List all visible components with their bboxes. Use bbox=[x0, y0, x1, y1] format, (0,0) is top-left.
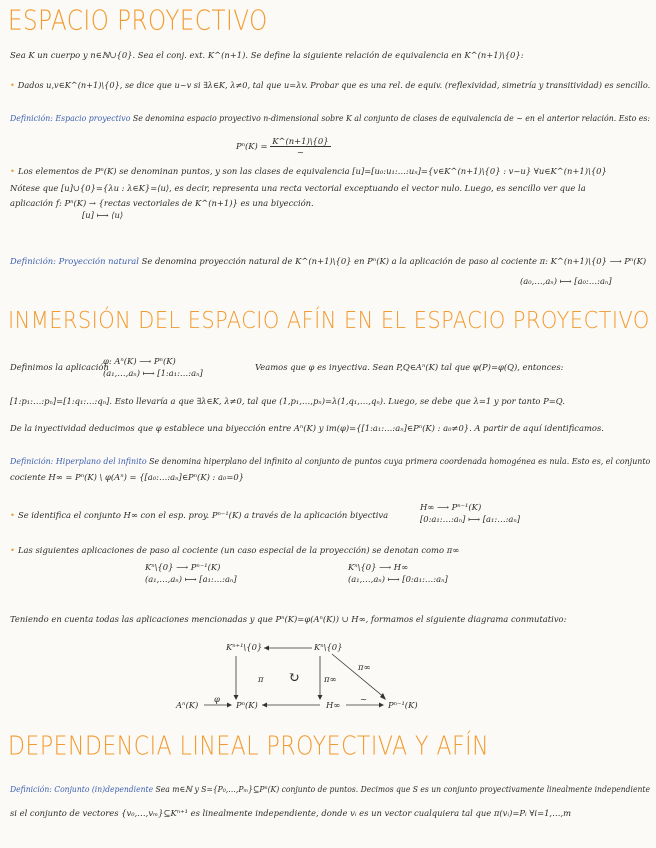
map-line: (a₁,…,aₙ) ⟼ [1:a₁:…:aₙ] bbox=[103, 368, 203, 378]
formula-numerator: K^(n+1)\{0} bbox=[272, 136, 329, 146]
diagram-node: Kⁿ⁺¹\{0} bbox=[226, 642, 263, 652]
bullet-text: Dados u,v∈K^(n+1)\{0}, se dice que u~v si ∃λ∈K, λ≠0, tal que u=λv. Probar que es una rel. de equiv. (reflexividad, simetría y transitividad) es sencillo. bbox=[17, 80, 651, 90]
paragraph: De la inyectividad deducimos que φ establece una biyección entre Aⁿ(K) y im(φ)={[1:a₁:…:aₙ]∈Pⁿ(K) : a₀≠0}. A partir de aquí identificamos. bbox=[10, 423, 604, 433]
paragraph-text: Definimos la aplicación bbox=[10, 362, 109, 372]
section-title-dependencia: DEPENDENCIA LINEAL PROYECTIVA Y AFÍN bbox=[8, 732, 490, 762]
map-line: Kⁿ\{0} ⟶ H∞ bbox=[348, 562, 409, 572]
bullet-icon: • bbox=[10, 80, 15, 90]
bullet-icon: • bbox=[10, 545, 15, 555]
map-line: Kⁿ\{0} ⟶ Pⁿ⁻¹(K) bbox=[145, 562, 221, 572]
map-line: (a₁,…,aₙ) ⟼ [0:a₁:…:aₙ] bbox=[348, 574, 448, 584]
map-line: H∞ ⟶ Pⁿ⁻¹(K) bbox=[420, 502, 482, 512]
diagram-node: Aⁿ(K) bbox=[176, 700, 199, 710]
bullet-icon: • bbox=[10, 510, 15, 520]
diagram-label: π∞ bbox=[324, 674, 337, 684]
definition-text: Se denomina espacio proyectivo n-dimensional sobre K al conjunto de clases de equivalencia de ~ en el anterior relación. Esto es: bbox=[132, 113, 651, 123]
section-title-inmersion: INMERSIÓN DEL ESPACIO AFÍN EN EL ESPACIO PROYECTIVO bbox=[8, 308, 650, 334]
formula-denominator: ~ bbox=[296, 147, 304, 157]
formula-lhs: Pⁿ(K) = bbox=[236, 141, 268, 151]
paragraph: aplicación f: Pⁿ(K) → {rectas vectoriales de K^(n+1)} es una biyección. bbox=[10, 198, 314, 208]
diagram-arrow bbox=[332, 654, 385, 698]
diagram-node: Pⁿ(K) bbox=[236, 700, 258, 710]
map-line: [u] ⟼ ⟨u⟩ bbox=[82, 210, 124, 220]
map-line: (a₁,…,aₙ) ⟼ [a₁:…:aₙ] bbox=[145, 574, 237, 584]
definition-text: Se denomina hiperplano del infinito al conjunto de puntos cuya primera coordenada homogénea es nula. Esto es, el conjunto bbox=[149, 456, 651, 466]
section-title-espacio-proyectivo: ESPACIO PROYECTIVO bbox=[8, 6, 268, 37]
definition-label: Definición: Proyección natural bbox=[10, 256, 139, 266]
map-line: [0:a₁:…:aₙ] ⟼ [a₁:…:aₙ] bbox=[420, 514, 521, 524]
diagram-label: π∞ bbox=[358, 662, 371, 672]
paragraph: cociente H∞ = Pⁿ(K) \ φ(Aⁿ) = {[a₀:…:aₙ]∈Pⁿ(K) : a₀=0} bbox=[10, 472, 245, 482]
paragraph: Teniendo en cuenta todas las aplicaciones mencionadas y que Pⁿ(K)=φ(Aⁿ(K)) ∪ H∞, formamos el siguiente diagrama conmutativo: bbox=[10, 614, 567, 624]
definition-text: Se denomina proyección natural de K^(n+1)\{0} en Pⁿ(K) a la aplicación de paso al cociente π: K^(n+1)\{0} ⟶ Pⁿ(K) bbox=[141, 256, 647, 266]
paragraph: si el conjunto de vectores {v₀,…,vₘ}⊆Kⁿ⁺¹ es linealmente independiente, donde vᵢ es un vector cualquiera tal que π(vᵢ)=Pᵢ ∀i=1,…,m bbox=[10, 808, 572, 818]
bullet-text: Los elementos de Pⁿ(K) se denominan puntos, y son las clases de equivalencia [u]=[u₀:u₁:…:uₙ]={v∈K^(n+1)\{0} : v~u} ∀u∈K^(n+1)\{0} bbox=[17, 166, 607, 176]
diagram-node: H∞ bbox=[326, 700, 341, 710]
diagram-label: π bbox=[258, 674, 264, 684]
cycle-icon: ↻ bbox=[288, 670, 300, 686]
bullet-text: Se identifica el conjunto H∞ con el esp. proy. Pⁿ⁻¹(K) a través de la aplicación biyectiva bbox=[17, 510, 389, 520]
map-line: φ: Aⁿ(K) ⟶ Pⁿ(K) bbox=[103, 356, 176, 366]
map-line: (a₀,…,aₙ) ⟼ [a₀:…:aₙ] bbox=[520, 276, 612, 286]
diagram-label: φ bbox=[214, 694, 220, 704]
definition-label: Definición: Espacio proyectivo bbox=[10, 113, 131, 123]
paragraph: Nótese que [u]∪{0}={λu : λ∈K}=⟨u⟩, es decir, representa una recta vectorial exceptuando el vector nulo. Luego, es sencillo ver que la bbox=[10, 183, 586, 193]
definition-text: Sea m∈ℕ y S={P₀,…,Pₘ}⊆Pⁿ(K) conjunto de puntos. Decimos que S es un conjunto proyectivamente linealmente independiente bbox=[155, 784, 650, 794]
paragraph: Sea K un cuerpo y n∈ℕ∪{0}. Sea el conj. ext. K^(n+1). Se define la siguiente relación de equivalencia en K^(n+1)\{0}: bbox=[10, 50, 524, 60]
definition-paragraph bbox=[10, 784, 650, 795]
bullet-text: Las siguientes aplicaciones de paso al cociente (un caso especial de la proyección) se denotan como π∞ bbox=[17, 545, 460, 555]
definition-label: Definición: Conjunto (in)dependiente bbox=[10, 784, 154, 794]
diagram-node: Pⁿ⁻¹(K) bbox=[388, 700, 418, 710]
definition-label: Definición: Hiperplano del infinito bbox=[10, 456, 147, 466]
paragraph-text: Veamos que φ es inyectiva. Sean P,Q∈Aⁿ(K) tal que φ(P)=φ(Q), entonces: bbox=[255, 362, 564, 372]
diagram-node: Kⁿ\{0} bbox=[314, 642, 343, 652]
bullet-icon: • bbox=[10, 166, 15, 176]
paragraph: [1:p₁:…:pₙ]=[1:q₁:…:qₙ]. Esto llevaría a que ∃λ∈K, λ≠0, tal que (1,p₁,…,pₙ)=λ(1,q₁,…,qₙ). Luego, se debe que λ=1 y por tanto P=Q. bbox=[10, 396, 565, 406]
diagram-label: ~ bbox=[360, 694, 368, 704]
